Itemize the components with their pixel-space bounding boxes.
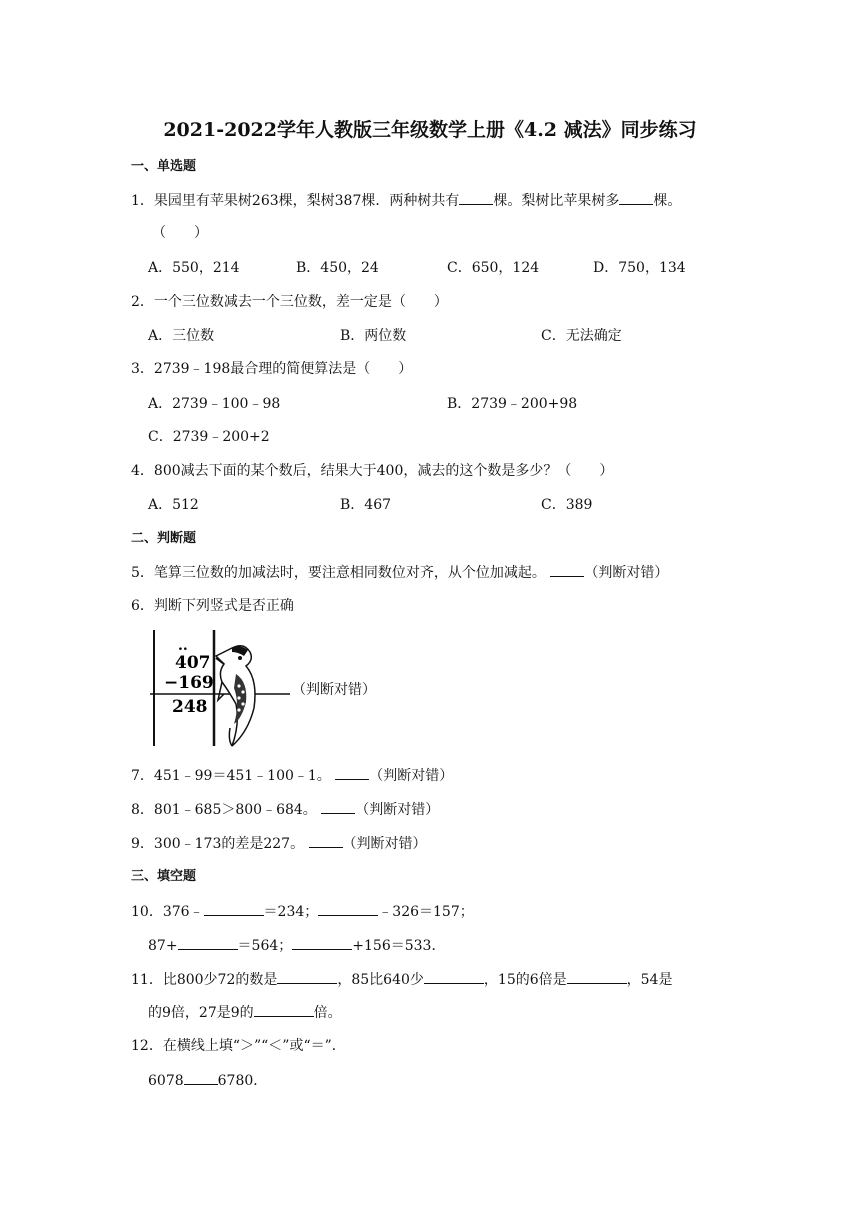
question-11-line-1 <box>131 969 672 990</box>
question-1-text-a: 1．果园里有苹果树263棵，梨树387棵．两种树共有 <box>131 193 460 209</box>
question-10-text: 87+ <box>148 938 178 954</box>
subtrahend: −169 <box>164 673 214 693</box>
answer-blank[interactable] <box>184 1070 218 1085</box>
section-heading-true-false: 二、判断题 <box>131 531 197 546</box>
question-12-right: 6780． <box>217 1073 268 1089</box>
question-10-line-2 <box>148 935 445 956</box>
question-10-text: ＝234； <box>263 904 319 920</box>
option-d[interactable]: D．750，134 <box>593 260 686 276</box>
page-title: 2021-2022学年人教版三年级数学上册《4.2 减法》同步练习 <box>163 119 697 141</box>
question-3: 3．2739﹣198最合理的简便算法是（ ） <box>131 361 413 377</box>
option-b[interactable]: B．450，24 <box>296 260 379 276</box>
question-10-text: ﹣326＝157； <box>378 904 474 920</box>
answer-blank[interactable] <box>318 901 378 916</box>
answer-blank[interactable] <box>178 935 238 950</box>
question-11-text: ，54是 <box>626 972 673 988</box>
answer-blank[interactable] <box>254 1002 314 1017</box>
answer-blank[interactable] <box>459 190 493 205</box>
judge-suffix: （判断对错） <box>355 802 440 818</box>
question-10-text: +156＝533． <box>352 938 446 954</box>
answer-blank[interactable] <box>424 969 484 984</box>
answer-blank[interactable] <box>550 562 584 577</box>
answer-blank[interactable] <box>321 799 355 814</box>
question-11-line-2 <box>148 1002 342 1023</box>
question-12: 12．在横线上填“＞”“＜”或“＝”． <box>131 1038 346 1054</box>
question-11-text: 倍。 <box>313 1005 342 1021</box>
question-1-paren: （ ） <box>152 225 208 241</box>
answer-blank[interactable] <box>335 765 369 780</box>
judge-suffix: （判断对错） <box>369 768 454 784</box>
judge-suffix: （判断对错） <box>342 836 427 852</box>
question-10-text: ＝564； <box>237 938 293 954</box>
question-5-text: 5．笔算三位数的加减法时，要注意相同数位对齐，从个位加减起。 <box>131 565 546 581</box>
answer-blank[interactable] <box>309 833 343 848</box>
question-10-line-1 <box>131 901 474 922</box>
carry-dots: .. <box>178 638 188 654</box>
option-c[interactable]: C．2739﹣200+2 <box>148 429 270 445</box>
judge-suffix: （判断对错） <box>584 565 669 581</box>
question-7-text: 7．451﹣99＝451﹣100﹣1。 <box>131 768 331 784</box>
question-9 <box>131 833 427 854</box>
option-b[interactable]: B．467 <box>340 497 392 513</box>
option-c[interactable]: C．389 <box>541 497 593 513</box>
question-11-text: ，85比640少 <box>337 972 424 988</box>
question-8-text: 8．801﹣685＞800﹣684。 <box>131 802 317 818</box>
question-7 <box>131 765 453 786</box>
question-11-text: 11．比800少72的数是 <box>131 972 278 988</box>
question-11-text: ，15的6倍是 <box>483 972 567 988</box>
option-c[interactable]: C．650，124 <box>447 260 540 276</box>
answer-blank[interactable] <box>277 969 337 984</box>
option-a[interactable]: A．2739﹣100﹣98 <box>148 396 281 412</box>
question-2: 2．一个三位数减去一个三位数，差一定是（ ） <box>131 294 448 310</box>
vertical-subtraction-figure <box>148 628 398 754</box>
question-4: 4．800减去下面的某个数后，结果大于400，减去的这个数是多少？（ ） <box>131 463 614 479</box>
question-11-text: 的9倍，27是9的 <box>148 1005 254 1021</box>
question-10-text: 10．376﹣ <box>131 904 204 920</box>
answer-blank[interactable] <box>619 190 653 205</box>
question-1 <box>131 190 681 211</box>
woodpecker-icon <box>216 646 255 746</box>
option-a[interactable]: A．三位数 <box>148 328 215 344</box>
question-12-compare <box>148 1070 267 1091</box>
question-9-text: 9．300﹣173的差是227。 <box>131 836 305 852</box>
question-6: 6．判断下列竖式是否正确 <box>131 598 294 614</box>
difference: 248 <box>172 697 208 717</box>
answer-blank[interactable] <box>204 901 264 916</box>
option-b[interactable]: B．2739﹣200+98 <box>447 396 578 412</box>
option-c[interactable]: C．无法确定 <box>541 328 622 344</box>
question-12-left: 6078 <box>148 1073 184 1089</box>
answer-blank[interactable] <box>292 935 352 950</box>
answer-blank[interactable] <box>567 969 627 984</box>
question-8 <box>131 799 439 820</box>
question-5 <box>131 562 668 583</box>
judge-suffix: （判断对错） <box>292 682 376 698</box>
question-1-text-b: 棵。梨树比苹果树多 <box>493 193 620 209</box>
section-heading-fill-blank: 三、填空题 <box>131 869 197 884</box>
option-a[interactable]: A．512 <box>148 497 199 513</box>
option-a[interactable]: A．550，214 <box>148 260 240 276</box>
minuend: 407 <box>175 653 211 673</box>
question-1-text-c: 棵。 <box>653 193 682 209</box>
section-heading-single-choice: 一、单选题 <box>131 159 197 174</box>
option-b[interactable]: B．两位数 <box>340 328 407 344</box>
